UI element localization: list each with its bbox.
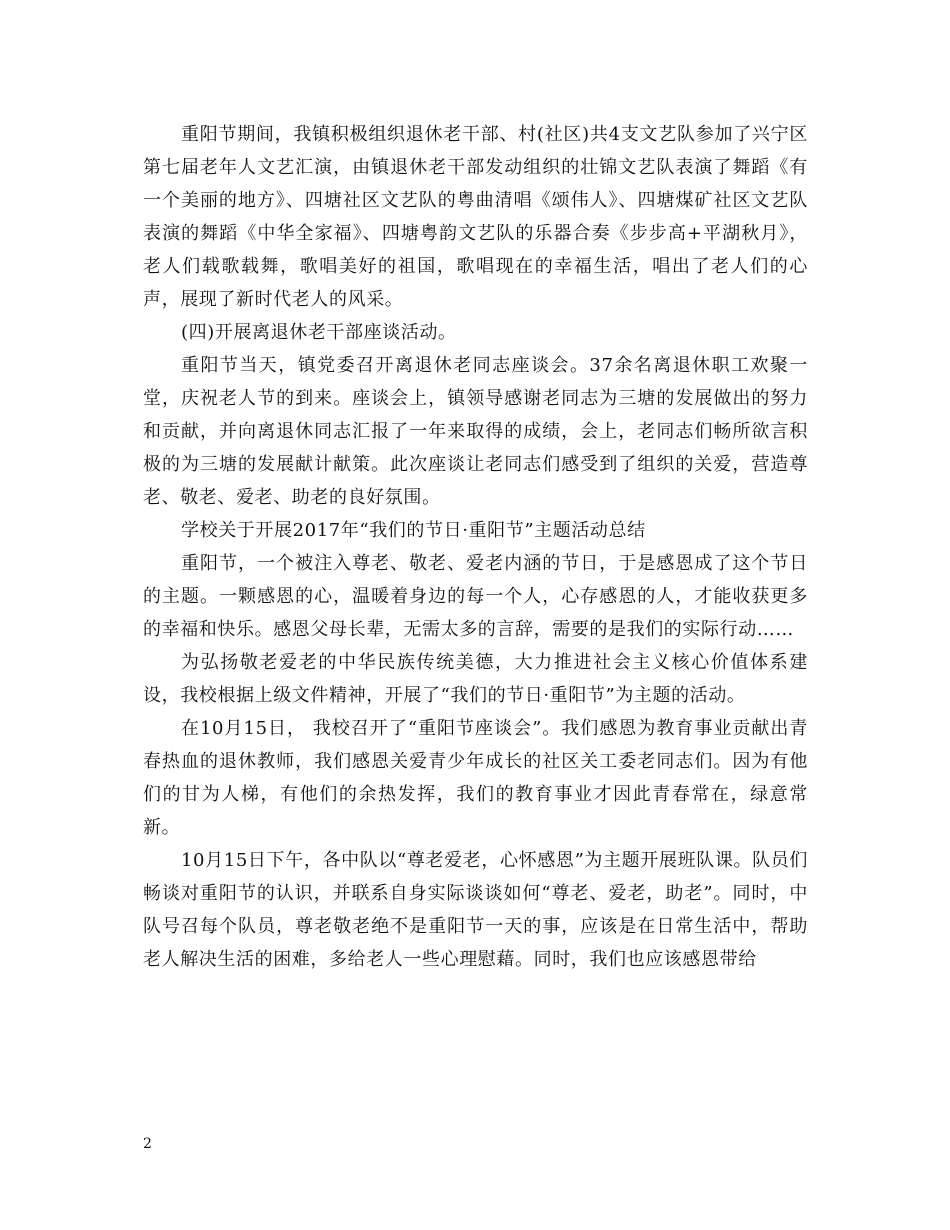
paragraph-class-activity: 10月15日下午，各中队以“尊老爱老，心怀感恩”为主题开展班队课。队员们畅谈对重阳节的认识，并联系自身实际谈谈如何“尊老、爱老，助老”。同时，中队号召每个队员，尊老敬老绝不是重阳节一天的事，应该是在日常生活中，帮助老人解决生活的困难，多给老人一些心理慰藉。同时，我们也应该感恩带给 xyxy=(143,850,808,970)
paragraph-art-performance: 重阳节期间，我镇积极组织退休老干部、村(社区)共4支文艺队参加了兴宁区第七届老年人文艺汇演，由镇退休老干部发动组织的壮锦文艺队表演了舞蹈《有一个美丽的地方》、四塘社区文艺队的粤曲清唱《颂伟人》、四塘煤矿社区文艺队表演的舞蹈《中华全家福》、四塘粤韵文艺队的乐器合奏《步步高+平湖秋月》，老人们载歌载舞，歌唱美好的祖国，歌唱现在的幸福生活，唱出了老人们的心声，展现了新时代老人的风采。 xyxy=(143,124,808,310)
article-title-school-summary: 学校关于开展2017年“我们的节日·重阳节”主题活动总结 xyxy=(181,520,646,541)
paragraph-activity-purpose: 为弘扬敬老爱老的中华民族传统美德，大力推进社会主义核心价值体系建设，我校根据上级文件精神，开展了“我们的节日·重阳节”为主题的活动。 xyxy=(143,652,808,706)
paragraph-gratitude-theme: 重阳节，一个被注入尊老、敬老、爱老内涵的节日，于是感恩成了这个节日的主题。一颗感恩的心，温暖着身边的每一个人，心存感恩的人，才能收获更多的幸福和快乐。感恩父母长辈，无需太多的言辞，需要的是我们的实际行动…… xyxy=(143,553,808,640)
paragraph-school-meeting: 在10月15日， 我校召开了“重阳节座谈会”。我们感恩为教育事业贡献出青春热血的退休教师，我们感恩关爱青少年成长的社区关工委老同志们。因为有他们的甘为人梯，有他们的余热发挥，我们的教育事业才因此青春常在，绿意常新。 xyxy=(143,718,808,838)
section-heading-symposium: (四)开展离退休老干部座谈活动。 xyxy=(181,322,457,343)
paragraph-symposium: 重阳节当天，镇党委召开离退休老同志座谈会。37余名离退休职工欢聚一堂，庆祝老人节的到来。座谈会上，镇领导感谢老同志为三塘的发展做出的努力和贡献，并向离退休同志汇报了一年来取得的成绩，会上，老同志们畅所欲言积极的为三塘的发展献计献策。此次座谈让老同志们感受到了组织的关爱，营造尊老、敬老、爱老、助老的良好氛围。 xyxy=(143,355,808,508)
document-body xyxy=(143,118,808,976)
page-number: 2 xyxy=(143,1136,152,1152)
